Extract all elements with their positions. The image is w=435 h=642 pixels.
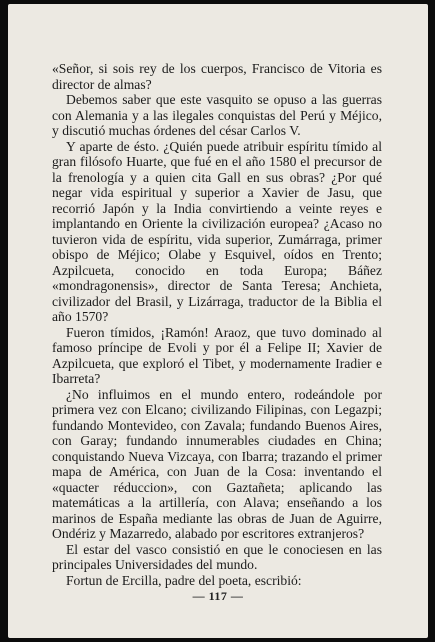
- paragraph: El estar del vasco consistió en que le conociesen en las principales Universidades del mundo.: [52, 541, 382, 572]
- paragraph: ¿No influimos en el mundo entero, rodeándole por primera vez con Elcano; civilizando Filipinas, con Legazpi; fundando Montevideo, con Zavala; fundando Buenos Aires, con Garay; fundando innumerables ciudades en China; conquistando Nueva Vizcaya, con Ibarra; trazando el primer mapa de América, con Juan de la Cosa: inventando el «quacter réduccion», con Gaztañeta; aplicando las matemáticas a la artillería, con Alava; enseñando a los marinos de España mediante las obras de Juan de Aguirre, Ondériz y Mazarredo, alabado por escritores extranjeros?: [52, 386, 382, 541]
- page-number: — 117 —: [192, 589, 244, 603]
- paragraph: Debemos saber que este vasquito se opuso a las guerras con Alemania y a las ilegales conquistas del Perú y Méjico, y discutió muchas órdenes del césar Carlos V.: [52, 92, 382, 138]
- paragraph: Fortun de Ercilla, padre del poeta, escribió:: [66, 572, 302, 588]
- body-text: [52, 61, 382, 588]
- paragraph: «Señor, si sois rey de los cuerpos, Francisco de Vitoria es director de almas?: [52, 61, 382, 92]
- paragraph: Fueron tímidos, ¡Ramón! Araoz, que tuvo dominado al famoso príncipe de Evoli y por él a Felipe II; Xavier de Azpilcueta, que exploró el Tibet, y modernamente Iradier e Ibarreta?: [52, 324, 382, 386]
- book-page: [8, 4, 428, 638]
- paragraph: Y aparte de ésto. ¿Quién puede atribuir espíritu tímido al gran filósofo Huarte, que fué en el año 1580 el precursor de la frenología y a quien cita Gall en sus obras? ¿Por qué negar vida espiritual y superior a Xavier de Jasu, que recorrió Japón y la India convirtiendo a veinte reyes e implantando en Oriente la civilización europea? ¿Acaso no tuvieron vida de espíritu, vida superior, Zumárraga, primer obispo de Méjico; Olabe y Esquivel, oídos en Trento; Azpilcueta, conocido en toda Europa; Báñez «mondragonensis», director de Santa Teresa; Anchieta, civilizador del Brasil, y Lizárraga, traductor de la Biblia el año 1570?: [52, 138, 382, 324]
